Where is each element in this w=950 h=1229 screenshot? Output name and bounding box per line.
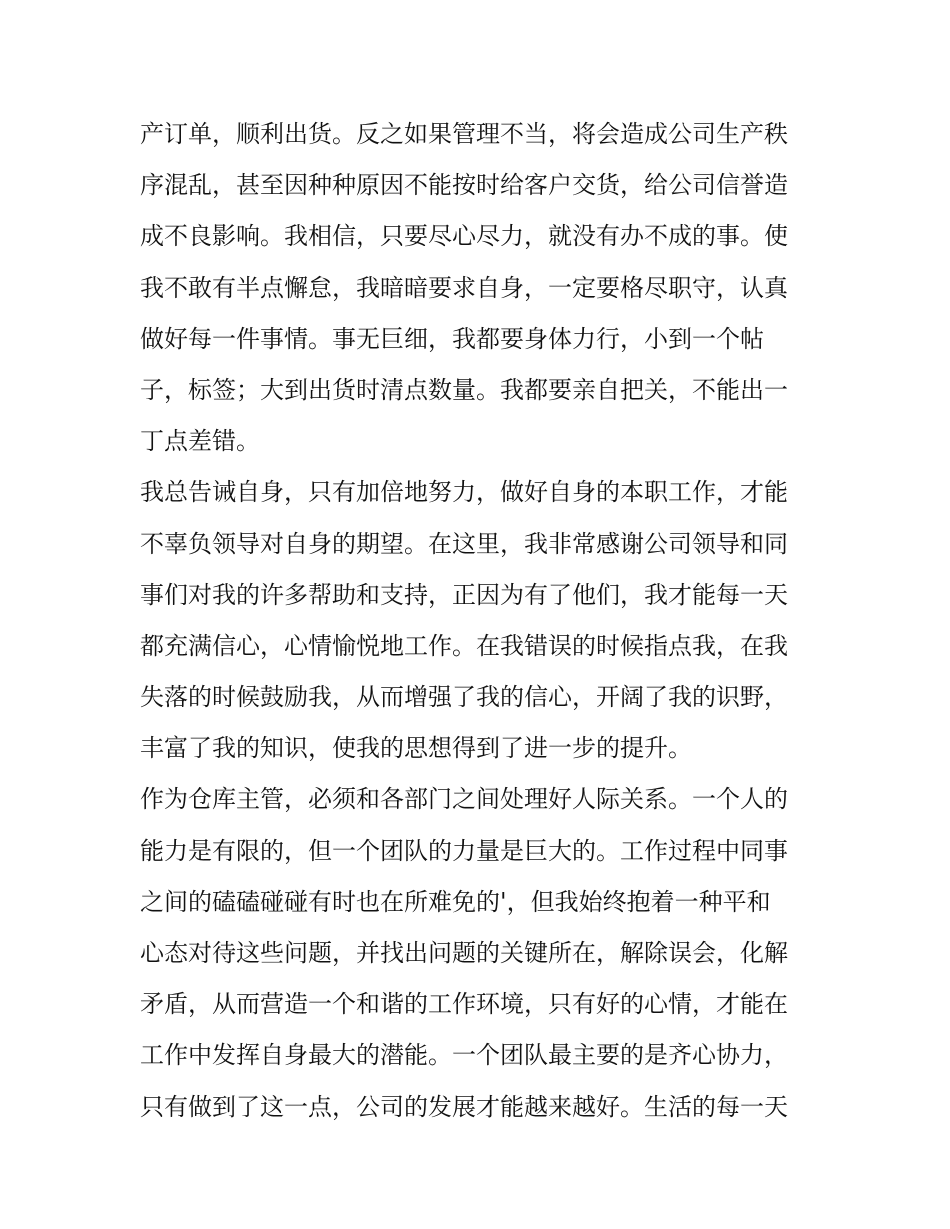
text-line-20: 只有做到了这一点，公司的发展才能越来越好。生活的每一天 — [140, 1092, 788, 1121]
text-line-1: 产订单，顺利出货。反之如果管理不当，将会造成公司生产秩 — [140, 120, 788, 148]
text-line-18: 矛盾，从而营造一个和谐的工作环境，只有好的心情，才能在 — [140, 990, 788, 1019]
text-line-2: 序混乱，甚至因种种原因不能按时给客户交货，给公司信誉造 — [140, 171, 788, 200]
text-line-4: 我不敢有半点懈怠，我暗暗要求自身，一定要格尽职守，认真 — [140, 273, 788, 302]
text-line-13: 丰富了我的知识，使我的思想得到了进一步的提升。 — [140, 734, 692, 763]
text-line-11: 都充满信心，心情愉悦地工作。在我错误的时候指点我，在我 — [140, 631, 788, 660]
text-line-5: 做好每一件事情。事无巨细，我都要身体力行，小到一个帖 — [140, 324, 764, 353]
text-line-9: 不辜负领导对自身的期望。在这里，我非常感谢公司领导和同 — [140, 529, 788, 558]
text-line-12: 失落的时候鼓励我，从而增强了我的信心，开阔了我的识野， — [140, 683, 788, 712]
text-line-14: 作为仓库主管，必须和各部门之间处理好人际关系。一个人的 — [140, 785, 788, 814]
text-line-19: 工作中发挥自身最大的潜能。一个团队最主要的是齐心协力， — [140, 1041, 788, 1070]
text-line-17: 心态对待这些问题，并找出问题的关键所在，解除误会，化解 — [140, 939, 788, 967]
text-line-10: 事们对我的许多帮助和支持，正因为有了他们，我才能每一天 — [140, 580, 788, 609]
text-line-3: 成不良影响。我相信，只要尽心尽力，就没有办不成的事。使 — [140, 222, 788, 251]
text-line-7: 丁点差错。 — [140, 427, 260, 456]
text-line-6: 子，标签；大到出货时清点数量。我都要亲自把关，不能出一 — [140, 375, 788, 404]
body-text — [140, 109, 830, 1133]
text-line-15: 能力是有限的，但一个团队的力量是巨大的。工作过程中同事 — [140, 836, 788, 865]
text-line-8: 我总告诫自身，只有加倍地努力，做好自身的本职工作，才能 — [140, 478, 788, 507]
text-line-16: 之间的磕磕碰碰有时也在所难免的'，但我始终抱着一种平和 — [140, 887, 771, 916]
